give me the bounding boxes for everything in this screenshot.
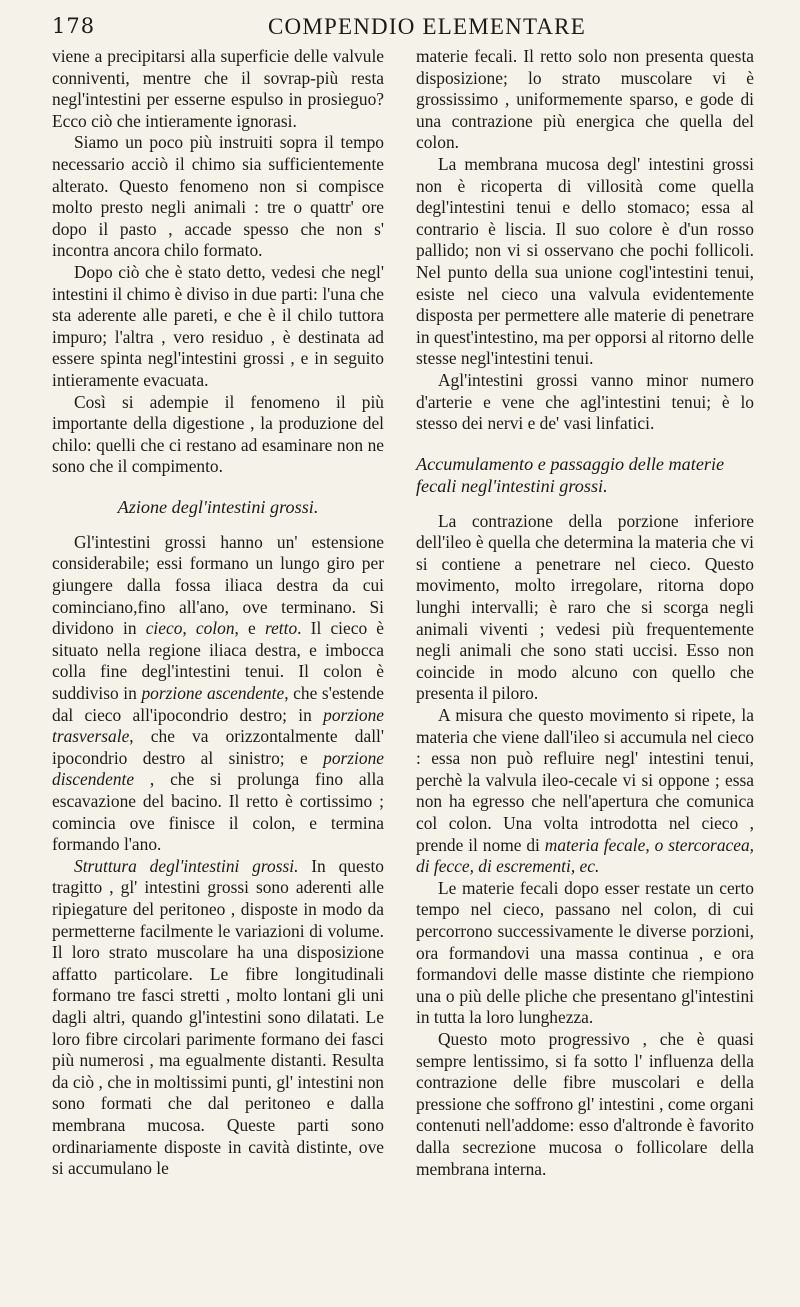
paragraph xyxy=(416,705,754,878)
paragraph: La contrazione della porzione inferiore dell'ileo è quella che determina la materia che vi si contiene a penetrare nel cieco. Questo movimento, molto irregolare, ritorna dopo lunghi intervalli; è raro che si scorga negli animali viventi ; vedesi più frequentemente negli animali che sono stati uccisi. Esso non coincide in modo alcuno con quello che presenta il piloro. xyxy=(416,510,754,704)
page-number: 178 xyxy=(52,14,96,38)
italic-term: retto xyxy=(264,618,298,639)
paragraph: Agl'intestini grossi vanno minor numero d'arterie e vene che agl'intestini tenui; è lo stesso dei nervi e de' vasi linfatici. xyxy=(416,369,754,434)
running-header xyxy=(52,14,752,44)
paragraph: Così si adempie il fenomeno il più importante della digestione , la produzione del chilo: quelli che ci restano ad esaminare non ne sono che il compimento. xyxy=(52,391,384,477)
running-title: COMPENDIO ELEMENTARE xyxy=(268,14,586,39)
paragraph: materie fecali. Il retto solo non presenta questa disposizione; lo strato muscolare vi è grossissimo , uniformemente sparso, e gode di una contrazione più energica che quella del colon. xyxy=(416,46,754,153)
text-run: , che s'estende dal cieco all'ipocondrio destro; in xyxy=(52,683,384,725)
italic-term: porzione discendente xyxy=(52,747,384,790)
left-column xyxy=(52,46,384,1180)
text-run: , che va orizzontalmente dall' ipocondrio destro al sinistro; e xyxy=(52,726,384,768)
paragraph: Questo moto progressivo , che è quasi sempre lentissimo, si fa sotto l' influenza della contrazione delle fibre muscolari e della pressione che soffrono gl' intestini , come organi contenuti nell'addome: esso d'altronde è favorito dalla secrezione mucosa o follicolare della membrana interna. xyxy=(416,1028,754,1179)
text-run: In questo tragitto , gl' intestini grossi sono aderenti alle ripiegature del peritoneo , disposte in modo da permetterne facilmente le variazioni di volume. Il loro strato muscolare ha una disposizione affatto particolare. Le fibre longitudinali formano tre fasci stretti , molto lontani gli uni dagli altri, quando gl'intestini sono dilatati. Le loro fibre circolari parimente formano dei fasci più numerosi , ma egualmente distanti. Resulta da ciò , che in moltissimi punti, gl' intestini non sono formati che dal peritoneo e dalla membrana mucosa. Queste parti sono ordinariamente disposte in cavità distinte, ove si accumulano le xyxy=(52,855,384,1179)
text-run: , che si prolunga fino alla escavazione del bacino. Il retto è cortissimo ; comincia ove finisce il colon, e termina formando l'ano. xyxy=(52,769,384,855)
paragraph: Siamo un poco più instruiti sopra il tempo necessario acciò il chimo sia sufficientemente alterato. Questo fenomeno non si compisce molto presto negli animali : tre o quattr' ore dopo il pasto , accade spesso che non s' incontra ancora chilo formato. xyxy=(52,132,384,261)
text-run: , e xyxy=(234,618,265,639)
text-run: . Il cieco è situato nella regione iliaca destra, e imbocca colla fine degl'intestini tenui. Il colon è suddiviso in xyxy=(52,618,385,704)
italic-subheading: Struttura degl'intestini grossi. xyxy=(74,855,299,876)
text-run: Gl'intestini grossi hanno un' estensione considerabile; essi formano un lungo giro per giungere dalla fossa iliaca destra da cui cominciano,fino all'ano, ove terminano. Si dividono in xyxy=(52,531,384,639)
paragraph xyxy=(52,856,384,1180)
paragraph: viene a precipitarsi alla superficie delle valvule conniventi, mentre che il sovrap-più resta negl'intestini per esserne espulso in prosieguo? Ecco ciò che intieramente ignorasi. xyxy=(52,46,384,131)
paragraph: Dopo ciò che è stato detto, vedesi che negl' intestini il chimo è diviso in due parti: l'una che sta aderente alle pareti, e che è il chilo tuttora impuro; l'altra , vero residuo , è destinata ad essere spinta negl'intestini grossi , e in seguito intieramente evacuata. xyxy=(52,261,384,390)
italic-term: materia fecale, o stercoracea, di fecce, di escrementi, ec. xyxy=(416,834,754,877)
paragraph: La membrana mucosa degl' intestini grossi non è ricoperta di villosità come quella degl'intestini tenui e dello stomaco; essa al contrario è liscia. Il suo colore è d'un rosso pallido; non vi si osservano che pochi follicoli. Nel punto della sua unione cogl'intestini tenui, esiste nel cieco una valvula evidentemente disposta per permettere alle materie di penetrare in quest'intestino, ma per opporsi al ritorno delle stesse negl'intestini tenui. xyxy=(416,153,754,369)
italic-term: porzione ascendente xyxy=(141,683,285,704)
right-column xyxy=(416,46,754,1180)
italic-term: cieco, colon xyxy=(145,618,235,639)
section-heading: Azione degl'intestini grossi. xyxy=(117,496,319,517)
italic-term: porzione trasversale xyxy=(52,704,384,747)
paragraph xyxy=(52,532,384,856)
section-heading: Accumulamento e passaggio delle materie fecali negl'intestini grossi. xyxy=(416,453,725,496)
text-run: A misura che questo movimento si ripete, la materia che viene dall'ileo si accumula nel cieco : essa non può refluire negl' intestini tenui, perchè la valvula ileo-cecale vi si oppone ; essa non ha egresso che nell'apertura che comunica col colon. Una volta introdotta nel cieco , prende il nome di xyxy=(416,705,754,855)
paragraph: Le materie fecali dopo esser restate un certo tempo nel cieco, passano nel colon, di cui percorrono successivamente le diverse porzioni, ora formandovi una massa continua , e ora formandovi delle masse distinte che riempiono una o più delle pliche che presentano gl'intestini in tutta la loro lunghezza. xyxy=(416,877,754,1028)
